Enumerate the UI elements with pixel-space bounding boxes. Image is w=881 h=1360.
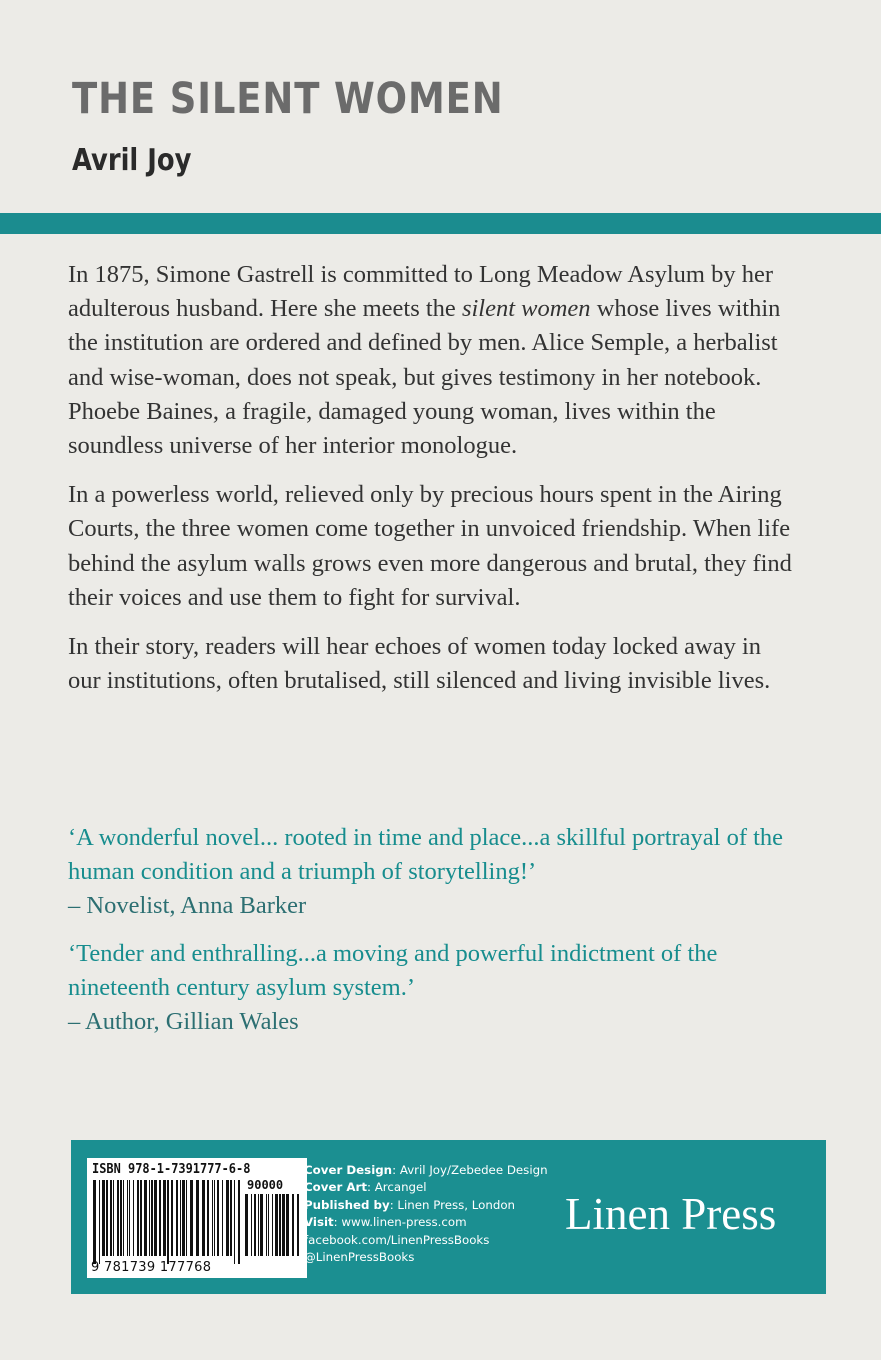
barcode-digits: 9 781739 177768: [91, 1260, 212, 1275]
publisher-panel: [71, 1140, 826, 1294]
credit-label: Cover Art: [304, 1180, 367, 1195]
barcode: [87, 1158, 307, 1278]
credit-published-by: [304, 1197, 548, 1214]
credit-value: : www.linen-press.com: [333, 1215, 467, 1230]
credit-label: Published by: [304, 1197, 390, 1212]
credit-cover-design: [304, 1162, 548, 1179]
blurb-paragraph-2: In a powerless world, relieved only by precious hours spent in the Airing Courts, the three women come together in unvoiced friendship. When life behind the asylum walls grows even more dangerous and brutal, they find their voices and use them to fight for survival.: [68, 481, 792, 611]
credit-facebook: facebook.com/LinenPressBooks: [304, 1232, 490, 1247]
quote-text: ‘A wonderful novel... rooted in time and place...a skillful portrayal of the human condition and a triumph of storytelling!’: [68, 824, 784, 885]
credit-cover-art: [304, 1179, 548, 1196]
blurb-p1-end: whose lives within the institution are ordered and defined by men. Alice Semple, a herbalist and wise-woman, does not speak, but gives testimony in her notebook. Phoebe Baines, a fragile, damaged young woman, lives within the soundless universe of her interior monologue.: [68, 295, 781, 460]
publisher-logo: Linen Press: [565, 1189, 777, 1239]
barcode-bars-icon: [93, 1180, 241, 1264]
credits: [304, 1162, 548, 1266]
price-code: 90000: [247, 1178, 284, 1192]
blurb: [68, 258, 798, 713]
review-quotes: [68, 821, 798, 1053]
credit-label: Cover Design: [304, 1163, 393, 1177]
blurb-paragraph-1: [68, 258, 798, 463]
credit-value: : Avril Joy/Zebedee Design: [392, 1163, 548, 1177]
credit-twitter: @LinenPressBooks: [304, 1250, 415, 1265]
credit-visit: [304, 1214, 548, 1231]
credit-value: : Arcangel: [366, 1180, 427, 1195]
credit-value: : Linen Press, London: [389, 1197, 516, 1212]
credit-label: Visit: [304, 1215, 334, 1230]
blurb-paragraph-3: In their story, readers will hear echoes of women today locked away in our institutions, often brutalised, still silenced and living invisible lives.: [68, 633, 771, 695]
quote-attribution: – Author, Gillian Wales: [68, 1008, 299, 1035]
quote-attribution: – Novelist, Anna Barker: [68, 892, 307, 919]
teal-divider: [0, 213, 881, 234]
author-name: Avril Joy: [72, 143, 192, 178]
blurb-p1-italic: silent women: [461, 295, 591, 323]
review-quote-1: [68, 821, 798, 923]
barcode-addon-icon: [245, 1194, 301, 1264]
quote-text: ‘Tender and enthralling...a moving and powerful indictment of the nineteenth century asylum system.’: [68, 940, 718, 1001]
blurb-p1-start: In 1875, Simone Gastrell is committed to Long Meadow Asylum by her adulterous husband. Here she meets the: [68, 261, 773, 323]
review-quote-2: [68, 937, 798, 1039]
book-title: THE SILENT WOMEN: [72, 74, 504, 124]
isbn-label: ISBN 978-1-7391777-6-8: [92, 1162, 251, 1177]
